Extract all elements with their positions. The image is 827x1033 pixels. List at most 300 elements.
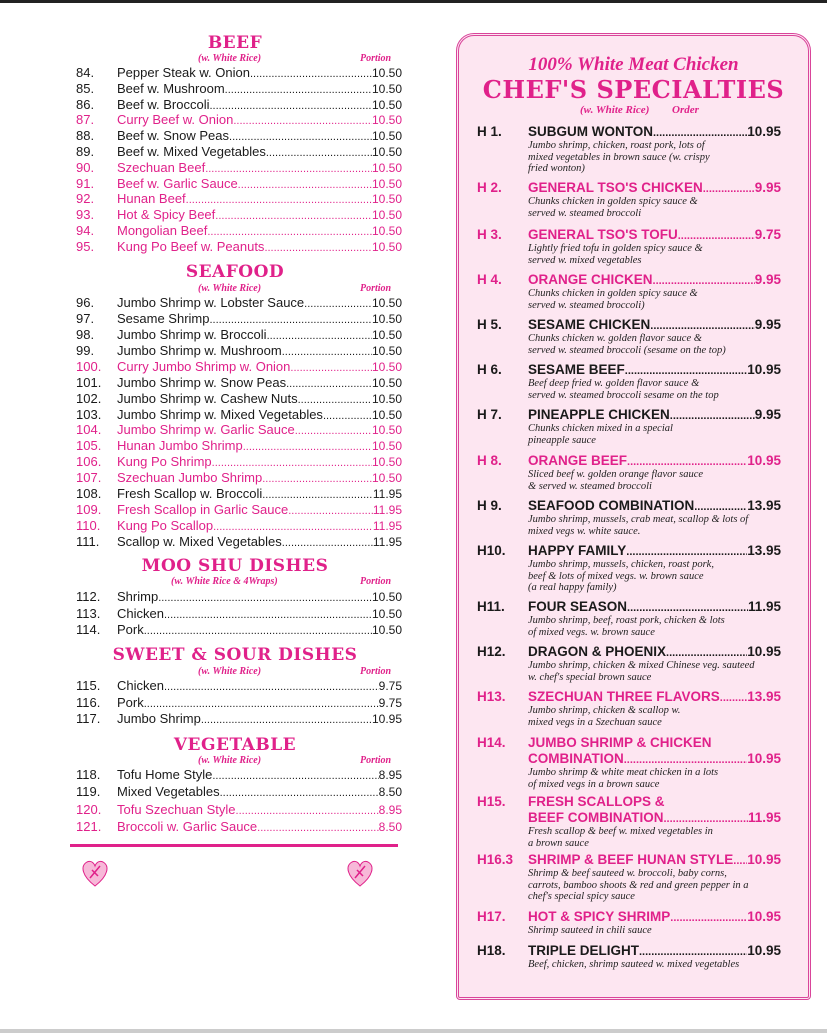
menu-item bbox=[76, 207, 402, 222]
dot-leader bbox=[639, 944, 747, 960]
item-price: 10.50 bbox=[371, 81, 402, 96]
item-name: Hunan Beef bbox=[117, 191, 186, 207]
item-number: 109. bbox=[76, 502, 102, 518]
section-rice-note: (w. White Rice) bbox=[198, 53, 262, 64]
item-code: H14. bbox=[477, 735, 506, 750]
item-name: Tofu Home Style bbox=[117, 767, 213, 782]
menu-item bbox=[76, 391, 402, 406]
item-price: 10.50 bbox=[371, 296, 402, 310]
item-description: Shrimp & beef sauteed w. broccoli, baby corns, bbox=[528, 868, 727, 879]
item-price: 10.50 bbox=[371, 359, 402, 374]
item-description: served w. steamed broccoli) bbox=[528, 299, 645, 311]
item-name: SUBGUM WONTON bbox=[528, 124, 653, 139]
item-description: served w. mixed vegetables bbox=[528, 254, 642, 266]
item-code: H 8. bbox=[477, 453, 502, 468]
item-name: Fresh Scallop in Garlic Sauce bbox=[117, 502, 289, 518]
section-title: SEAFOOD bbox=[185, 262, 285, 282]
item-name: Sesame Shrimp bbox=[117, 310, 210, 326]
item-price: 10.50 bbox=[371, 208, 402, 223]
item-description: Jumbo shrimp, mussels, crab meat, scallop & lots of bbox=[528, 514, 749, 525]
dot-leader bbox=[703, 181, 755, 197]
specialty-item bbox=[477, 689, 781, 705]
item-number: 113. bbox=[76, 605, 101, 621]
item-description: chef's special spicy sauce bbox=[528, 891, 635, 902]
item-price: 9.75 bbox=[378, 679, 402, 693]
item-number: 103. bbox=[76, 406, 102, 422]
item-description: Jumbo shrimp, chicken & mixed Chinese veg. sauteed bbox=[528, 660, 755, 671]
specialty-item bbox=[477, 543, 781, 559]
item-price: 11.95 bbox=[747, 599, 781, 614]
item-number: 118. bbox=[76, 767, 101, 782]
dot-leader bbox=[229, 130, 372, 145]
menu-item bbox=[76, 343, 402, 358]
item-code: H 1. bbox=[477, 124, 502, 139]
specialty-item bbox=[477, 599, 781, 615]
dot-leader bbox=[262, 472, 372, 487]
menu-item bbox=[76, 819, 402, 834]
dot-leader bbox=[264, 241, 372, 256]
menu-item bbox=[76, 239, 402, 254]
dot-leader bbox=[288, 504, 373, 519]
item-name: Szechuan Beef bbox=[117, 159, 206, 175]
dot-leader bbox=[212, 769, 378, 784]
item-number: 120. bbox=[76, 801, 102, 817]
dot-leader bbox=[624, 752, 747, 768]
dot-leader bbox=[144, 697, 379, 712]
item-description: w. chef's special brown sauce bbox=[528, 671, 652, 683]
bottom-border bbox=[0, 1029, 827, 1033]
item-code: H13. bbox=[477, 689, 506, 704]
item-code: H18. bbox=[477, 943, 506, 958]
item-description: Chunks chicken in golden spicy sauce & bbox=[528, 196, 698, 207]
item-code: H17. bbox=[477, 909, 506, 924]
item-price: 10.50 bbox=[371, 311, 402, 326]
dot-leader bbox=[298, 393, 372, 408]
item-name: Beef w. Mixed Vegetables bbox=[117, 144, 266, 159]
specialty-item bbox=[477, 227, 781, 243]
item-number: 121. bbox=[76, 818, 102, 834]
item-price: 10.50 bbox=[371, 97, 402, 112]
menu-item bbox=[76, 144, 402, 159]
item-price: 11.95 bbox=[372, 534, 402, 549]
item-name: Hunan Jumbo Shrimp bbox=[117, 438, 243, 454]
item-price: 8.50 bbox=[378, 785, 402, 800]
item-number: 90. bbox=[76, 159, 95, 175]
specialty-item bbox=[477, 943, 781, 959]
menu-item bbox=[76, 327, 402, 342]
specialty-item bbox=[477, 852, 781, 868]
item-number: 114. bbox=[76, 622, 101, 637]
dot-leader bbox=[144, 624, 372, 639]
specialties-title: CHEF'S SPECIALTIES bbox=[482, 75, 785, 104]
item-description: Jumbo shrimp, mussels, chicken, roast pork, bbox=[528, 559, 714, 570]
item-description: Shrimp sauteed in chili sauce bbox=[528, 925, 652, 936]
item-price: 10.50 bbox=[371, 343, 402, 358]
dot-leader bbox=[666, 645, 747, 661]
section-divider bbox=[70, 844, 398, 847]
section-title: VEGETABLE bbox=[173, 735, 297, 755]
item-description: beef & lots of mixed vegs. w. brown sauce bbox=[528, 570, 704, 582]
menu-item bbox=[76, 518, 402, 533]
menu-item bbox=[76, 502, 402, 517]
dot-leader bbox=[678, 228, 755, 244]
specialty-item bbox=[477, 751, 781, 767]
item-name: SZECHUAN THREE FLAVORS bbox=[528, 689, 720, 704]
item-name: SESAME BEEF bbox=[528, 362, 625, 377]
dot-leader bbox=[664, 811, 748, 827]
specialty-item bbox=[477, 362, 781, 378]
menu-item bbox=[76, 191, 402, 206]
section-title: MOO SHU DISHES bbox=[141, 556, 329, 576]
item-description: Chunks chicken w. golden flavor sauce & bbox=[528, 333, 702, 344]
item-price: 10.50 bbox=[371, 375, 402, 390]
specialty-item bbox=[477, 498, 781, 514]
dot-leader bbox=[210, 99, 372, 114]
item-description: Fresh scallop & beef w. mixed vegetables in bbox=[528, 826, 713, 837]
menu-item bbox=[76, 589, 402, 604]
ornament-icon bbox=[343, 856, 377, 890]
dot-leader bbox=[212, 456, 372, 471]
item-price: 10.50 bbox=[371, 471, 402, 486]
item-price: 8.50 bbox=[378, 819, 402, 834]
item-number: 97. bbox=[76, 310, 95, 326]
item-price: 10.50 bbox=[371, 327, 402, 342]
specialty-item bbox=[477, 180, 781, 196]
item-number: 94. bbox=[76, 223, 95, 238]
item-description: fried wonton) bbox=[528, 163, 585, 174]
item-name-line2: COMBINATION bbox=[528, 751, 624, 766]
item-description: & served w. steamed broccoli bbox=[528, 480, 652, 492]
dot-leader bbox=[207, 225, 372, 240]
specialty-item bbox=[477, 272, 781, 288]
section-rice-note: (w. White Rice) bbox=[198, 283, 262, 294]
item-number: 89. bbox=[76, 144, 95, 159]
menu-item bbox=[76, 65, 402, 80]
item-number: 115. bbox=[76, 678, 101, 693]
menu-item bbox=[76, 606, 402, 621]
item-name: Chicken bbox=[117, 605, 164, 621]
item-description: carrots, bamboo shoots & red and green pepper in a bbox=[528, 879, 749, 891]
specialty-item bbox=[477, 407, 781, 423]
item-price: 10.50 bbox=[371, 129, 402, 144]
item-price: 10.50 bbox=[371, 113, 402, 128]
item-price: 10.95 bbox=[747, 943, 781, 958]
section-rice-note: (w. White Rice & 4Wraps) bbox=[171, 576, 278, 587]
item-description: served w. steamed broccoli (sesame on the top) bbox=[528, 344, 726, 356]
item-price: 10.50 bbox=[371, 423, 402, 438]
item-name: Jumbo Shrimp w. Lobster Sauce bbox=[117, 295, 305, 310]
item-description: Beef, chicken, shrimp sauteed w. mixed vegetables bbox=[528, 959, 740, 970]
item-name: Beef w. Garlic Sauce bbox=[117, 175, 238, 191]
menu-item bbox=[76, 176, 402, 191]
menu-item bbox=[76, 112, 402, 127]
item-price: 9.95 bbox=[754, 407, 781, 422]
menu-item bbox=[76, 407, 402, 422]
item-number: 85. bbox=[76, 80, 95, 96]
menu-item bbox=[76, 375, 402, 390]
item-price: 13.95 bbox=[747, 543, 781, 558]
item-number: 101. bbox=[76, 374, 102, 390]
item-number: 107. bbox=[76, 470, 102, 486]
item-price: 11.95 bbox=[372, 503, 402, 518]
menu-item bbox=[76, 438, 402, 453]
item-description: pineapple sauce bbox=[528, 434, 596, 446]
item-name: Mongolian Beef bbox=[117, 223, 208, 238]
item-description: Chunks chicken in golden spicy sauce & bbox=[528, 288, 698, 299]
item-description: mixed vegs w. white sauce. bbox=[528, 525, 641, 537]
item-code: H 5. bbox=[477, 317, 502, 332]
item-description: mixed vegetables in brown sauce (w. crispy bbox=[528, 151, 710, 163]
item-name: ORANGE BEEF bbox=[528, 453, 628, 468]
item-description: Lightly fried tofu in golden spicy sauce & bbox=[528, 243, 703, 254]
item-number: 106. bbox=[76, 454, 102, 470]
item-code: H11. bbox=[477, 599, 505, 614]
dot-leader bbox=[627, 600, 748, 616]
item-description: (a real happy family) bbox=[528, 582, 617, 593]
item-price: 10.50 bbox=[371, 160, 402, 175]
item-name: Beef w. Broccoli bbox=[117, 96, 210, 112]
item-price: 8.95 bbox=[378, 768, 402, 782]
item-number: 86. bbox=[76, 96, 95, 112]
item-code: H10. bbox=[477, 543, 506, 558]
menu-item bbox=[76, 470, 402, 485]
specialty-item bbox=[477, 453, 781, 469]
item-number: 116. bbox=[76, 694, 101, 710]
item-name: SHRIMP & BEEF HUNAN STYLE bbox=[528, 852, 734, 867]
item-price: 11.95 bbox=[747, 810, 781, 825]
item-number: 92. bbox=[76, 191, 95, 207]
item-name: PINEAPPLE CHICKEN bbox=[528, 407, 670, 422]
item-name: JUMBO SHRIMP & CHICKEN bbox=[528, 735, 712, 750]
item-name: Jumbo Shrimp w. Garlic Sauce bbox=[117, 422, 295, 438]
dot-leader bbox=[266, 146, 372, 161]
dot-leader bbox=[250, 67, 372, 82]
dot-leader bbox=[186, 193, 372, 208]
section-rice-note: (w. White Rice) bbox=[198, 666, 262, 677]
dot-leader bbox=[236, 804, 379, 819]
menu-item bbox=[76, 767, 402, 782]
menu-item bbox=[76, 486, 402, 501]
item-name: Pepper Steak w. Onion bbox=[117, 65, 250, 80]
item-name: Beef w. Mushroom bbox=[117, 80, 225, 96]
item-price: 10.50 bbox=[371, 439, 402, 454]
item-code: H 7. bbox=[477, 407, 502, 422]
item-price: 10.95 bbox=[747, 453, 781, 468]
item-name: FRESH SCALLOPS & bbox=[528, 794, 665, 809]
dot-leader bbox=[295, 424, 372, 439]
item-number: 105. bbox=[76, 438, 102, 454]
item-name: Pork bbox=[117, 622, 144, 637]
item-name: TRIPLE DELIGHT bbox=[528, 943, 639, 958]
item-number: 111. bbox=[76, 533, 100, 549]
item-number: 98. bbox=[76, 326, 95, 342]
dot-leader bbox=[626, 544, 747, 560]
dot-leader bbox=[670, 408, 755, 424]
item-name: Broccoli w. Garlic Sauce bbox=[117, 818, 258, 834]
item-name: ORANGE CHICKEN bbox=[528, 272, 653, 287]
dot-leader bbox=[720, 690, 747, 706]
section-title: BEEF bbox=[207, 33, 263, 53]
section-rice-note: (w. White Rice) bbox=[198, 755, 262, 766]
item-price: 10.50 bbox=[371, 623, 402, 637]
item-number: 102. bbox=[76, 390, 102, 406]
menu-item bbox=[76, 622, 402, 637]
dot-leader bbox=[215, 209, 372, 224]
item-description: a brown sauce bbox=[528, 837, 589, 849]
dot-leader bbox=[262, 488, 373, 503]
item-price: 11.95 bbox=[372, 519, 402, 534]
item-price: 10.50 bbox=[371, 224, 402, 238]
menu-item bbox=[76, 295, 402, 310]
item-name-line2: BEEF COMBINATION bbox=[528, 810, 664, 825]
item-number: 108. bbox=[76, 486, 102, 502]
item-code: H 2. bbox=[477, 180, 502, 195]
item-price: 11.95 bbox=[372, 487, 402, 502]
item-code: H15. bbox=[477, 794, 506, 809]
item-price: 8.95 bbox=[378, 802, 402, 817]
specialty-item bbox=[477, 317, 781, 333]
dot-leader bbox=[220, 786, 379, 801]
item-number: 119. bbox=[76, 784, 101, 800]
dot-leader bbox=[238, 178, 372, 193]
dot-leader bbox=[653, 125, 747, 141]
specialties-subtitle: 100% White Meat Chicken bbox=[528, 54, 739, 75]
item-name: Kung Po Scallop bbox=[117, 518, 214, 534]
item-name: Jumbo Shrimp w. Broccoli bbox=[117, 326, 267, 342]
menu-item bbox=[76, 678, 402, 693]
dot-leader bbox=[233, 114, 372, 129]
dot-leader bbox=[257, 821, 378, 836]
item-name: Jumbo Shrimp bbox=[117, 711, 201, 726]
item-number: 93. bbox=[76, 207, 95, 223]
item-name: HOT & SPICY SHRIMP bbox=[528, 909, 671, 924]
item-description: Sliced beef w. golden orange flavor sauce bbox=[528, 469, 704, 480]
item-name: Curry Beef w. Onion bbox=[117, 112, 234, 128]
dot-leader bbox=[282, 345, 372, 360]
dot-leader bbox=[201, 713, 372, 728]
dot-leader bbox=[670, 910, 747, 926]
portion-label: Portion bbox=[360, 53, 392, 64]
menu-item bbox=[76, 695, 402, 710]
item-name: GENERAL TSO'S TOFU bbox=[528, 227, 678, 242]
dot-leader bbox=[225, 83, 372, 98]
item-number: 95. bbox=[76, 238, 95, 254]
specialty-name-line bbox=[477, 735, 781, 751]
item-price: 10.50 bbox=[371, 145, 402, 159]
item-number: 84. bbox=[76, 65, 95, 80]
menu-item bbox=[76, 454, 402, 469]
item-number: 104. bbox=[76, 422, 102, 438]
item-description: Jumbo shrimp, chicken, roast pork, lots of bbox=[528, 140, 705, 151]
item-number: 100. bbox=[76, 358, 102, 374]
item-name: SESAME CHICKEN bbox=[528, 317, 651, 332]
item-price: 10.50 bbox=[371, 239, 402, 254]
dot-leader bbox=[164, 680, 379, 695]
menu-item bbox=[76, 802, 402, 817]
item-price: 10.95 bbox=[747, 362, 781, 377]
dot-leader bbox=[627, 454, 747, 470]
item-name: Scallop w. Mixed Vegetables bbox=[117, 533, 282, 549]
item-price: 9.75 bbox=[378, 695, 402, 710]
ornament-icon bbox=[78, 856, 112, 890]
dot-leader bbox=[653, 273, 755, 289]
specialty-item bbox=[477, 644, 781, 660]
item-name: Jumbo Shrimp w. Snow Peas bbox=[117, 374, 287, 390]
menu-item bbox=[76, 359, 402, 374]
dot-leader bbox=[158, 591, 372, 606]
item-number: 88. bbox=[76, 128, 95, 144]
portion-label: Portion bbox=[360, 666, 392, 677]
item-name: Chicken bbox=[117, 678, 164, 693]
item-price: 10.50 bbox=[371, 407, 402, 422]
specialty-item bbox=[477, 810, 781, 826]
menu-item bbox=[76, 128, 402, 143]
item-price: 10.95 bbox=[747, 124, 781, 139]
item-name: Hot & Spicy Beef bbox=[117, 207, 216, 223]
item-price: 10.50 bbox=[371, 606, 402, 621]
dot-leader bbox=[243, 440, 372, 455]
dot-leader bbox=[650, 318, 754, 334]
dot-leader bbox=[282, 536, 373, 551]
item-code: H 3. bbox=[477, 227, 502, 242]
item-price: 10.50 bbox=[371, 455, 402, 470]
item-name: FOUR SEASON bbox=[528, 599, 628, 614]
specialty-item bbox=[477, 124, 781, 140]
item-name: Pork bbox=[117, 694, 144, 710]
item-name: DRAGON & PHOENIX bbox=[528, 644, 667, 659]
portion-label: Portion bbox=[360, 283, 392, 294]
menu-item bbox=[76, 97, 402, 112]
dot-leader bbox=[733, 853, 747, 869]
item-description: Jumbo shrimp, beef, roast pork, chicken & lots bbox=[528, 615, 725, 626]
item-name: HAPPY FAMILY bbox=[528, 543, 627, 558]
dot-leader bbox=[286, 377, 372, 392]
dot-leader bbox=[213, 520, 373, 535]
section-title: SWEET & SOUR DISHES bbox=[112, 645, 358, 665]
dot-leader bbox=[290, 361, 372, 376]
item-name: Szechuan Jumbo Shrimp bbox=[117, 470, 263, 486]
item-description: served w. steamed broccoli bbox=[528, 207, 642, 219]
item-name: GENERAL TSO'S CHICKEN bbox=[528, 180, 703, 195]
item-price: 9.95 bbox=[754, 317, 781, 332]
item-description: Beef deep fried w. golden flavor sauce & bbox=[528, 378, 700, 389]
dot-leader bbox=[304, 297, 372, 312]
specialty-item bbox=[477, 909, 781, 925]
item-price: 10.50 bbox=[371, 192, 402, 207]
item-name: Shrimp bbox=[117, 589, 159, 604]
item-name: Tofu Szechuan Style bbox=[117, 801, 236, 817]
item-price: 10.50 bbox=[371, 176, 402, 191]
order-label: Order bbox=[672, 104, 699, 116]
dot-leader bbox=[694, 499, 747, 515]
item-number: 87. bbox=[76, 112, 95, 128]
item-price: 10.50 bbox=[371, 66, 402, 80]
item-name: Fresh Scallop w. Broccoli bbox=[117, 486, 263, 502]
menu-item bbox=[76, 422, 402, 437]
rice-note: (w. White Rice) bbox=[580, 104, 650, 116]
item-description: served w. steamed broccoli sesame on the top bbox=[528, 389, 719, 401]
item-price: 10.95 bbox=[747, 644, 781, 659]
item-name: Jumbo Shrimp w. Mixed Vegetables bbox=[117, 406, 323, 422]
item-description: Jumbo shrimp & white meat chicken in a lots bbox=[528, 767, 719, 778]
item-number: 96. bbox=[76, 295, 95, 310]
item-name: Kung Po Shrimp bbox=[117, 454, 212, 470]
item-code: H 4. bbox=[477, 272, 502, 287]
item-description: Jumbo shrimp, chicken & scallop w. bbox=[528, 705, 681, 716]
dot-leader bbox=[164, 608, 372, 623]
item-price: 9.95 bbox=[754, 180, 781, 195]
item-price: 10.95 bbox=[747, 909, 781, 924]
